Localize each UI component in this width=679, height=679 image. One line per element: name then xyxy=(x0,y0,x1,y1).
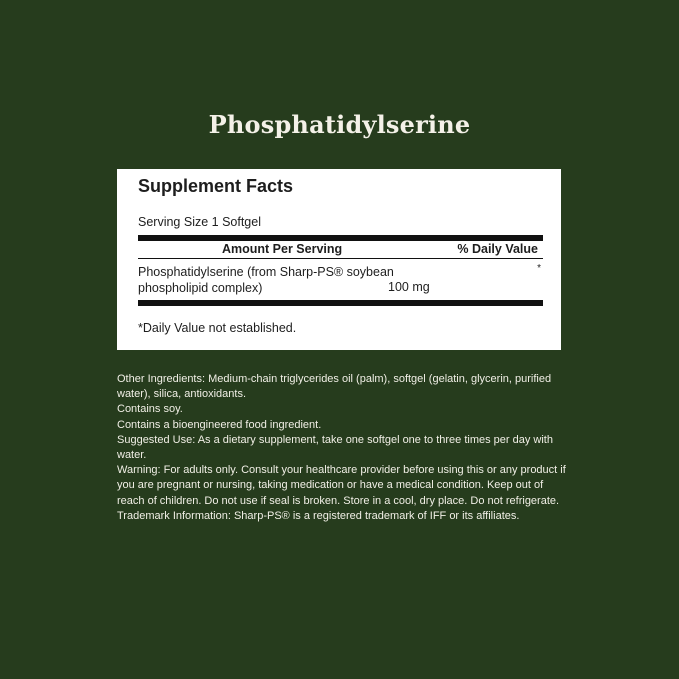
product-notes xyxy=(117,372,567,524)
bioengineered-text: Contains a bioengineered food ingredient. xyxy=(117,418,322,431)
divider-thin xyxy=(138,258,543,259)
page-title: Phosphatidylserine xyxy=(208,110,471,139)
contains-soy-text: Contains soy. xyxy=(117,403,183,416)
amount-per-serving-header: Amount Per Serving xyxy=(222,242,343,256)
trademark-text: Trademark Information: Sharp-PS® is a registered trademark of IFF or its affiliates. xyxy=(117,509,520,522)
divider-thick-bottom xyxy=(138,300,543,306)
serving-size: Serving Size 1 Softgel xyxy=(138,215,261,229)
divider-thick-top xyxy=(138,235,543,241)
supplement-facts-panel xyxy=(117,169,561,350)
ingredient-name: Phosphatidylserine (from Sharp-PS® soybean phospholipid complex) xyxy=(138,265,394,295)
suggested-use-text: Suggested Use: As a dietary supplement, take one softgel one to three times per day with water. xyxy=(117,433,553,462)
supplement-facts-heading: Supplement Facts xyxy=(138,176,294,196)
ingredient-daily-value: * xyxy=(537,263,541,274)
daily-value-header: % Daily Value xyxy=(457,242,538,256)
daily-value-footnote: *Daily Value not established. xyxy=(138,321,297,335)
warning-text: Warning: For adults only. Consult your healthcare provider before using this or any product if you are pregnant or nursing, taking medication or have a medical condition. Keep out of reach of children. Do not use if seal is broken. Store in a cool, dry place. Do not refrigerate. xyxy=(117,464,566,507)
other-ingredients-text: Other Ingredients: Medium-chain triglycerides oil (palm), softgel (gelatin, glycerin, purified water), silica, antioxidants. xyxy=(117,373,552,401)
ingredient-amount: 100 mg xyxy=(388,280,430,294)
